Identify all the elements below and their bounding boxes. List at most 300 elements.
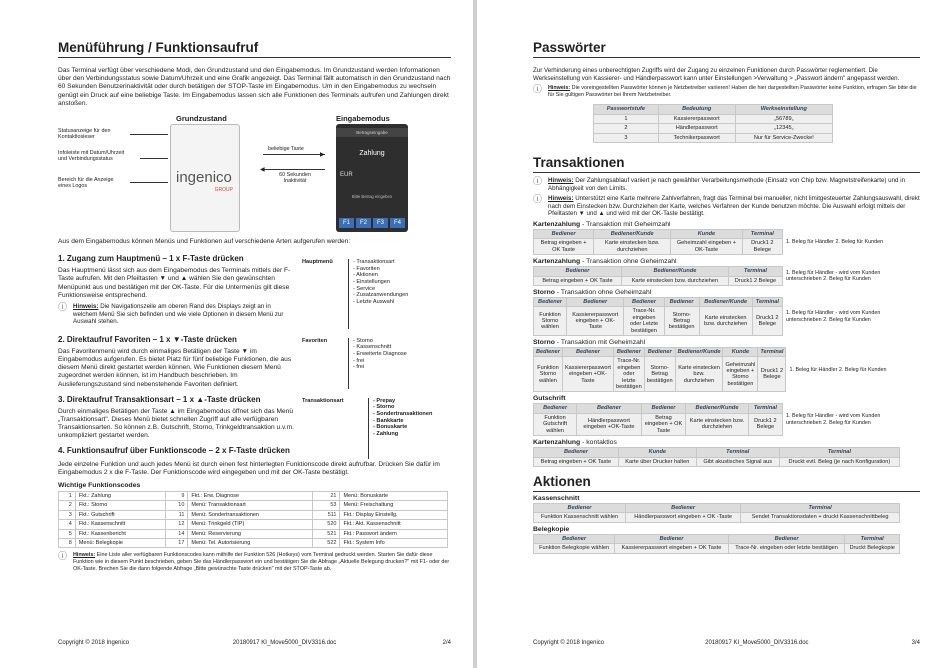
flow-title (533, 495, 920, 502)
hint-text: Unterstützt eine Karte mehrere Zahlverfahren, fragt das Terminal bei manueller, nicht limitgesteuerter Zahlungsauswahl, direkt nach dem Einstecken bzw. Durchziehen der Karte, welches Verfahren der Kunde benutzen möchte. Die Auswahl erfolgt mittels der Pfeiltasten ▼ und ▲ und wird mit der OK-Taste bestätigt. (548, 195, 920, 218)
pw-col: Werkseinstellung (735, 105, 832, 114)
password-row (594, 124, 833, 133)
step-cell: Druck1 2 Belege (752, 307, 782, 336)
step-cell: Geheimzahl eingeben + OK-Taste (671, 239, 742, 255)
left-page (0, 0, 473, 668)
password-cell: Nur für Service-Zwecke! (735, 133, 832, 142)
flow-block (533, 495, 920, 523)
step-cell: Händlerpasswort eingeben +OK-Taste (577, 413, 642, 435)
role-header: Bediener (534, 267, 622, 276)
role-header: Terminal (741, 503, 900, 512)
menu-item: - Sondertransaktionen (373, 411, 432, 418)
f1-key[interactable]: F1 (339, 218, 354, 228)
menu-item: - frei (353, 358, 407, 365)
password-cell: 2 (594, 124, 659, 133)
code-function: Menü: Tel. Autorisierung (188, 539, 313, 548)
hint-label: Hinweis: (73, 303, 99, 311)
flow-block (533, 258, 920, 286)
left-page-title: Menüführung / Funktionsaufruf (58, 40, 451, 58)
tx-hint-2 (533, 195, 920, 218)
hint-label: Hinweis: (548, 195, 574, 203)
flow-title-main: Kartenzahlung (533, 439, 581, 447)
role-header: Bediener/Kunde (686, 404, 749, 413)
step-cell: Sendet Transaktionsdaten + druckt Kassenschnittbeleg (741, 513, 900, 522)
callout-line (130, 182, 168, 183)
role-header: Terminal (845, 534, 900, 543)
role-header: Bediener (534, 534, 615, 543)
flow-steps (534, 307, 783, 336)
flow-head (534, 404, 783, 413)
flow-steps (534, 357, 786, 392)
hint-label: Hinweis: (548, 85, 571, 92)
hint-text: Die voreingestellten Passwörter können je Netzbetreiber variieren! Haben die hier dargestellten Passwörter keine Funktion, erfragen Sie bitte die für Sie gültigen Passwörter bei Ihrem Netzbetreiber. (548, 85, 917, 98)
role-header: Bediener (644, 348, 675, 357)
ingenico-logo: ingenico (176, 169, 232, 187)
footer-file: 20180917 KI_Move5000_DIV3316.doc (705, 640, 809, 646)
mode-diagram (58, 114, 451, 236)
role-header: Bediener (567, 298, 624, 307)
flow-block (533, 221, 920, 255)
flow-row (533, 403, 920, 436)
function-codes-table (58, 491, 448, 548)
screen-hint: Bitte Betrag eingeben (351, 194, 393, 200)
code-function: Menü: Freischaltung (340, 501, 448, 510)
flow-steps (534, 544, 900, 553)
code-number: 520 (313, 520, 340, 529)
code-function: Menü: Reservierung (188, 529, 313, 538)
flow-table (533, 447, 900, 467)
flow-head (534, 267, 783, 276)
section-4-title: 4. Funktionsaufruf über Funktionscode – 2 x F-Taste drücken (58, 445, 290, 455)
role-header: Bediener (641, 404, 685, 413)
code-function: Fkt.: Akt. Kassenschnitt (340, 520, 448, 529)
role-header: Kunde (723, 348, 758, 357)
flow-block (533, 526, 920, 554)
receipt-note: 1. Beleg für Händler - wird vom Kunden unterschrieben 2. Beleg für Kunden (786, 413, 881, 426)
info-icon: ⓘ (58, 551, 68, 562)
flow-row (533, 266, 920, 286)
transaktionsart-list (368, 398, 432, 459)
menu-item: - Prepay (373, 398, 432, 405)
flow-title-main: Gutschrift (533, 395, 566, 403)
flow-title-sub: - Transaktion ohne Geheimzahl (580, 258, 677, 266)
receipt-note: 1. Beleg für Händler 2. Beleg für Kunden (789, 366, 887, 373)
code-number: 53 (313, 501, 340, 510)
role-header: Bediener (534, 448, 619, 457)
flow-title (533, 221, 920, 228)
password-cell: 3 (594, 133, 659, 142)
codes-hint (58, 552, 451, 572)
section-3 (58, 392, 451, 459)
step-cell: Geheimzahl eingeben + Storno bestätigen (723, 357, 758, 392)
code-function: Fkt.: Passwort ändern (340, 529, 448, 538)
menu-item: - Erweiterte Diagnose (353, 351, 407, 358)
codes-title: Wichtige Funktionscodes (58, 482, 141, 490)
role-header: Bediener (615, 534, 729, 543)
action-blocks (533, 495, 920, 554)
role-header: Bediener (613, 348, 644, 357)
flow-block (533, 395, 920, 436)
f2-key[interactable]: F2 (356, 218, 371, 228)
step-cell: Druck1 2 Belege (728, 276, 782, 285)
info-icon: ⓘ (533, 84, 543, 95)
passwords-title: Passwörter (533, 40, 920, 58)
section-2-title: 2. Direktaufruf Favoriten – 1 x ▼-Taste drücken (58, 334, 237, 344)
callout-line (130, 134, 168, 135)
hint-text: Der Zahlungsablauf variiert je nach gewählter Verarbeitungsmethode (Einsatz von Chip bzw. Magnetstreifenkarte) und in Abhängigkeit von den Limits. (548, 177, 906, 192)
role-header: Bediener (562, 348, 613, 357)
flow-title-main: Kartenzahlung (533, 220, 581, 228)
step-cell: Storno-Betrag bestätigen (664, 307, 699, 336)
menu3-label: Transaktionsart (302, 397, 344, 404)
step-cell: Betrag eingeben + OK Taste (534, 457, 619, 466)
role-header: Terminal (752, 298, 782, 307)
role-header: Terminal (758, 348, 786, 357)
flow-table (533, 503, 900, 523)
flow-head (534, 448, 900, 457)
hint-label: Hinweis: (548, 177, 574, 184)
step-cell: Karte einstecken bzw. durchziehen (686, 413, 749, 435)
step-cell: Karte einstecken bzw. durchziehen (675, 357, 723, 392)
section-2-text: Das Favoritenmenü wird durch einmaliges Betätigen der Taste ▼ im Eingabemodus aufgerufen. Es bietet Platz für fünf beliebige Funktionen, die aus diesem Menü direkt gestartet werden können. Wie Funktionen diesem Menü zugeordnet werden können, ist im Handbuch beschrieben. Im Auslieferungszustand sind nebenstehende Favoriten definiert. (58, 347, 292, 388)
arrow-right (263, 154, 325, 155)
step-cell: Karte einstecken bzw. durchziehen (622, 276, 729, 285)
role-header: Bediener/Kunde (594, 229, 671, 238)
flow-steps (534, 457, 900, 466)
code-number: 9 (166, 492, 188, 501)
screen-title: Betragseingabe (336, 128, 408, 137)
flow-head (534, 348, 786, 357)
receipt-note: 1. Beleg für Händler - wird vom Kunden unterschrieben 2. Beleg für Kunden (786, 310, 881, 323)
password-row (594, 133, 833, 142)
flow-title-main: Storno (533, 339, 555, 347)
password-cell: Technikerpasswort (658, 133, 735, 142)
flow-head (534, 229, 783, 238)
arrow-left-head: ◀ (260, 167, 265, 174)
tx-hint-1 (533, 177, 920, 192)
code-function: Menü: Trinkgeld (TIP) (188, 520, 313, 529)
code-number: 2 (59, 501, 76, 510)
step-cell: Karte einstecken bzw. durchziehen (699, 307, 752, 336)
passwords-hint (533, 85, 920, 98)
code-function: Fkt.: Gutschrift (75, 510, 166, 519)
pw-col: Passwortstufe (594, 105, 659, 114)
menu-item: - Bankkarte (373, 418, 432, 425)
menu-item: - Storno (353, 338, 407, 345)
menu-item: - Letzte Auswahl (353, 299, 408, 306)
flow-row (533, 447, 920, 467)
arrow-right-head: ▶ (320, 152, 325, 159)
flow-title (533, 526, 920, 533)
codes-row (59, 501, 448, 510)
step-cell: Trace-Nr. eingeben oder letzte bestätigen (613, 357, 644, 392)
transactions-title: Transaktionen (533, 155, 920, 173)
step-cell: Betrag eingeben + OK Taste (534, 239, 594, 255)
flow-table (533, 266, 783, 286)
flow-title-main: Kassenschnitt (533, 494, 580, 502)
role-header: Bediener (664, 298, 699, 307)
code-function: Fkt.: Erw. Diagnose (188, 492, 313, 501)
step-cell: Betrag eingeben + OK Taste (534, 276, 622, 285)
flow-title (533, 289, 920, 296)
ingenico-logo-sub: GROUP (214, 187, 233, 194)
step-cell: Betrag eingeben + OK Taste (641, 413, 685, 435)
section-2 (58, 332, 451, 389)
role-header: Bediener/Kunde (699, 298, 752, 307)
flow-block (533, 439, 920, 467)
password-cell: „56789„ (735, 114, 832, 123)
role-header: Terminal (728, 267, 782, 276)
menu-item: - Transaktionsart (353, 259, 408, 266)
step-cell: Druckt Belegkopie (845, 544, 900, 553)
flow-row (533, 534, 920, 554)
flow-row (533, 347, 920, 392)
pw-col: Bedeutung (658, 105, 735, 114)
eingabemodus-label: Eingabemodus (336, 114, 390, 124)
section-1 (58, 249, 451, 329)
step-cell: Kassiererpasswort eingeben +OK-Taste (562, 357, 613, 392)
flow-table (533, 229, 783, 255)
role-header: Bediener (577, 404, 642, 413)
hauptmenu-list (348, 259, 408, 329)
flow-row (533, 503, 920, 523)
menu-item: - Zusatzanwendungen (353, 292, 408, 299)
flow-table (533, 347, 786, 392)
screen-label: Zahlung (359, 150, 385, 158)
code-function: Fkt.: Kassenschnitt (75, 520, 166, 529)
flow-title (533, 439, 920, 446)
step-cell: Druckt evtl. Beleg (je nach Konfiguration) (779, 457, 899, 466)
flow-title (533, 339, 920, 346)
role-header: Kunde (671, 229, 742, 238)
code-function: Menü: Belegkopie (75, 539, 166, 548)
code-number: 10 (166, 501, 188, 510)
arrow-left (263, 169, 325, 170)
left-footer (58, 640, 451, 646)
hint-label: Hinweis: (73, 552, 96, 559)
menu-item: - Aktionen (353, 272, 408, 279)
code-function: Fkt.: System Info (340, 539, 448, 548)
code-function: Fkt.: Zahlung (75, 492, 166, 501)
section-1-title: 1. Zugang zum Hauptmenü – 1 x F-Taste drücken (58, 254, 244, 264)
menu-item: - frei (353, 364, 407, 371)
code-number: 521 (313, 529, 340, 538)
flow-title-main: Storno (533, 289, 555, 296)
footer-copyright: Copyright © 2018 Ingenico (533, 640, 605, 646)
codes-row (59, 510, 448, 519)
password-row (594, 114, 833, 123)
receipt-note: 1. Beleg für Händler - wird vom Kunden unterschrieben 2. Beleg für Kunden (786, 269, 881, 283)
info-icon: ⓘ (58, 302, 68, 313)
code-function: Fkt.: Kassenbericht (75, 529, 166, 538)
step-cell: Funktion Gutschrift wählen (534, 413, 577, 435)
code-number: 14 (166, 529, 188, 538)
right-page (477, 0, 950, 668)
footer-file: 20180917 KI_Move5000_DIV3316.doc (232, 640, 337, 646)
codes-row (59, 492, 448, 501)
code-number: 1 (59, 492, 76, 501)
role-header: Bediener (534, 503, 626, 512)
code-number: 12 (166, 520, 188, 529)
code-number: 511 (313, 510, 340, 519)
flow-title-sub: - Transaktion mit Geheimzahl (554, 339, 646, 347)
menu-item: - Kassenschnitt (353, 344, 407, 351)
from-here-text: Aus dem Eingabemodus können Menüs und Funktionen auf verschiedene Arten aufgerufen werden: (58, 238, 351, 246)
callout-infobar: Infoleiste mit Datum/Uhrzeit und Verbindungsstatus (58, 150, 125, 163)
flow-table (533, 403, 783, 436)
code-number: 4 (59, 520, 76, 529)
role-header: Bediener (534, 404, 577, 413)
section-4-text: Jede einzelne Funktion und auch jedes Menü ist durch einen fest hinterlegten Funktionscode direkt aufrufbar. Drücken Sie dafür im Eingabemodus 2 x die F-Taste. Der Funktionscode wird eingegeben und mit der OK-Taste bestätigt. (58, 460, 440, 476)
f4-key[interactable]: F4 (390, 218, 405, 228)
grundzustand-screen (170, 124, 240, 232)
step-cell: Karte über Drucker halten (618, 457, 696, 466)
role-header: Bediener/Kunde (675, 348, 723, 357)
code-number: 17 (166, 539, 188, 548)
step-cell: Trace-Nr. eingeben oder letzte bestätigen (728, 544, 845, 553)
role-header: Bediener/Kunde (622, 267, 729, 276)
flow-title-sub: - Transaktion mit Geheimzahl (580, 220, 671, 228)
flow-steps (534, 276, 783, 285)
footer-copyright: Copyright © 2018 Ingenico (58, 640, 130, 646)
flow-block (533, 339, 920, 392)
flow-title-main: Belegkopie (533, 525, 570, 533)
role-header: Terminal (696, 448, 779, 457)
password-cell: 1 (594, 114, 659, 123)
flow-steps (534, 413, 783, 435)
role-header: Terminal (742, 229, 782, 238)
codes-row (59, 539, 448, 548)
flow-title-sub: - Transaktion ohne Geheimzahl (554, 289, 652, 296)
favoriten-list (348, 338, 407, 389)
hint-text: Die Navigationszeile am oberen Rand des Displays zeigt an in welchem Menü Sie sich befinden und wie viele Optionen in diesem Menü zur Auswahl stehen. (73, 303, 284, 326)
grundzustand-label: Grundzustand (176, 114, 227, 124)
step-cell: Gibt akustisches Signal aus (696, 457, 779, 466)
section-3-title: 3. Direktaufruf Transaktionsart – 1 x ▲-Taste drücken (58, 394, 261, 404)
code-number: 21 (313, 492, 340, 501)
code-number: 3 (59, 510, 76, 519)
menu1-label: Hauptmenü (302, 259, 333, 266)
role-header: Terminal (748, 404, 782, 413)
codes-row (59, 529, 448, 538)
flow-head (534, 298, 783, 307)
role-header: Kunde (618, 448, 696, 457)
footer-page: 3/4 (911, 640, 920, 646)
menu-item: - Einstellungen (353, 279, 408, 286)
f3-key[interactable]: F3 (373, 218, 388, 228)
role-header: Bediener (534, 348, 563, 357)
callout-status: Statusanzeige für den Kontaktlosleser (58, 128, 111, 141)
flow-head (534, 503, 900, 512)
code-function: Menü: Sondertransaktionen (188, 510, 313, 519)
menu-item: - Zahlung (373, 431, 432, 438)
menu-item: - Service (353, 286, 408, 293)
step-cell: Storno-Betrag bestätigen (644, 357, 675, 392)
menu-item: - Storno (373, 404, 432, 411)
menu2-label: Favoriten (302, 337, 328, 344)
step-cell: Druck1 2 Belege (758, 357, 786, 392)
section-1-text: Das Hauptmenü lässt sich aus dem Eingabemodus des Terminals mittels der F-Taste aufrufen. Mit den Pfeiltasten ▼ und ▲ wählen Sie den gewünschten Menüpunkt aus und bestätigen mit der OK-Taste. Für die Untermenüs gilt diese Funktionsweise entsprechend. (58, 267, 291, 299)
code-number: 5 (59, 529, 76, 538)
code-number: 8 (59, 539, 76, 548)
code-function: Fkt.: Display Einstellg. (340, 510, 448, 519)
hint-text: Eine Liste aller verfügbaren Funktionscodes kann mithilfe der Funktion 526 (Hotkeys) vom Terminal gedruckt werden. Starten Sie dafür diese Funktion wie in diesem Punkt beschrieben, geben Sie das Händlerpasswort ein und bestätigen Sie die Abfrage „Aktuelle Belegung drucken?" mit F1- oder der OK-Taste. Brechen Sie die dann folgende Abfrage „Bitte gewünschte Taste drücken" mit der STOP-Taste ab. (73, 552, 450, 572)
intro-paragraph: Das Terminal verfügt über verschiedene Modi, den Grundzustand und den Eingabemodus. Im Grundzustand werden Informationen über den Verbindungsstatus sowie Datum/Uhrzeit und eine Grafik angezeigt. Das Terminal fällt automatisch in den Grundzustand nach 60 Sekunden Benutzerinaktivität oder durch betätigen der STOP-Taste im Eingabemodus. Um in den Eingabemodus zu wechseln genügt ein Druck auf eine beliebige Taste. Im Eingabemodus lassen sich alle Funktionen des Terminals aufrufen und Zahlungen direkt anstoßen. (58, 67, 451, 107)
receipt-note: 1. Beleg für Händler 2. Beleg für Kunden (786, 238, 884, 245)
role-header: Bediener (728, 534, 845, 543)
role-header: Bediener (534, 229, 594, 238)
step-cell: Kassiererpasswort eingeben + OK Taste (615, 544, 729, 553)
menu-item: - Favoriten (353, 266, 408, 273)
right-footer (533, 640, 920, 646)
flow-steps (534, 239, 783, 255)
flow-table (533, 297, 783, 336)
flow-head (534, 534, 900, 543)
footer-page: 2/4 (442, 640, 451, 646)
actions-title: Aktionen (533, 474, 920, 492)
flow-table (533, 534, 900, 554)
callout-logo: Bereich für die Anzeige eines Logos (58, 177, 114, 190)
section-1-hint (58, 303, 296, 326)
arrow-right-label: beliebige Taste (268, 146, 304, 153)
passwords-table (593, 104, 833, 143)
screen-currency: EUR (340, 172, 353, 179)
step-cell: Druck1 2 Belege (742, 239, 782, 255)
code-function: Menü: Transaktionsart (188, 501, 313, 510)
code-function: Menü: Bonuskarte (340, 492, 448, 501)
flow-steps (534, 513, 900, 522)
role-header: Bediener (626, 503, 741, 512)
flow-title-sub: - kontaktlos (580, 439, 617, 447)
flow-block (533, 289, 920, 336)
step-cell: Funktion Belegkopie wählen (534, 544, 615, 553)
flow-row (533, 297, 920, 336)
password-cell: Händlerpasswort (658, 124, 735, 133)
step-cell: Funktion Kassenschnitt wählen (534, 513, 626, 522)
menu-item: - Bonuskarte (373, 424, 432, 431)
step-cell: Trace-Nr. eingeben oder Letzte bestätigen (624, 307, 664, 336)
step-cell: Karte einstecken bzw. durchziehen (594, 239, 671, 255)
flow-title (533, 395, 920, 402)
eingabemodus-screen (336, 124, 408, 232)
flow-title-main: Kartenzahlung (533, 258, 581, 266)
step-cell: Kassiererpasswort eingeben + OK-Taste (567, 307, 624, 336)
code-function: Fkt.: Storno (75, 501, 166, 510)
step-cell: Funktion Storno wählen (534, 357, 563, 392)
flow-title (533, 258, 920, 265)
function-keys (339, 218, 405, 228)
role-header: Bediener (624, 298, 664, 307)
flow-row (533, 229, 920, 255)
code-number: 11 (166, 510, 188, 519)
codes-row (59, 520, 448, 529)
code-number: 522 (313, 539, 340, 548)
step-cell: Händlerpasswort eingeben + OK -Taste (626, 513, 741, 522)
info-icon: ⓘ (533, 194, 543, 205)
passwords-text: Zur Verhinderung eines unberechtigten Zugriffs wird der Zugang zu einzelnen Funktionen durch Passwörter reglementiert. Die Werkseinstellung von Kassierer- und Händlerpasswort kann unter Einstellungen >Verwaltung > „Passwort ändern" angepasst werden. (533, 67, 900, 82)
section-3-text: Durch einmaliges Betätigen der Taste ▲ im Eingabemodus öffnet sich das Menü „Transaktionsart". Dieses Menü bietet schnellen Zugriff auf alle verfügbaren Transaktionsarten. So können z.B. Gutschrift, Storno, Trinkgeldtransaktion u.v.m. unkompliziert gestartet werden. (58, 407, 295, 440)
callout-line (140, 158, 168, 159)
role-header: Terminal (779, 448, 899, 457)
step-cell: Druck1 2 Belege (748, 413, 782, 435)
info-icon: ⓘ (533, 176, 543, 186)
step-cell: Funktion Storno wählen (534, 307, 567, 336)
password-cell: „12345„ (735, 124, 832, 133)
role-header: Bediener (534, 298, 567, 307)
transaction-blocks (533, 221, 920, 467)
password-cell: Kassiererpasswort (658, 114, 735, 123)
arrow-left-label: 60 Sekunden Inaktivität (279, 172, 311, 185)
